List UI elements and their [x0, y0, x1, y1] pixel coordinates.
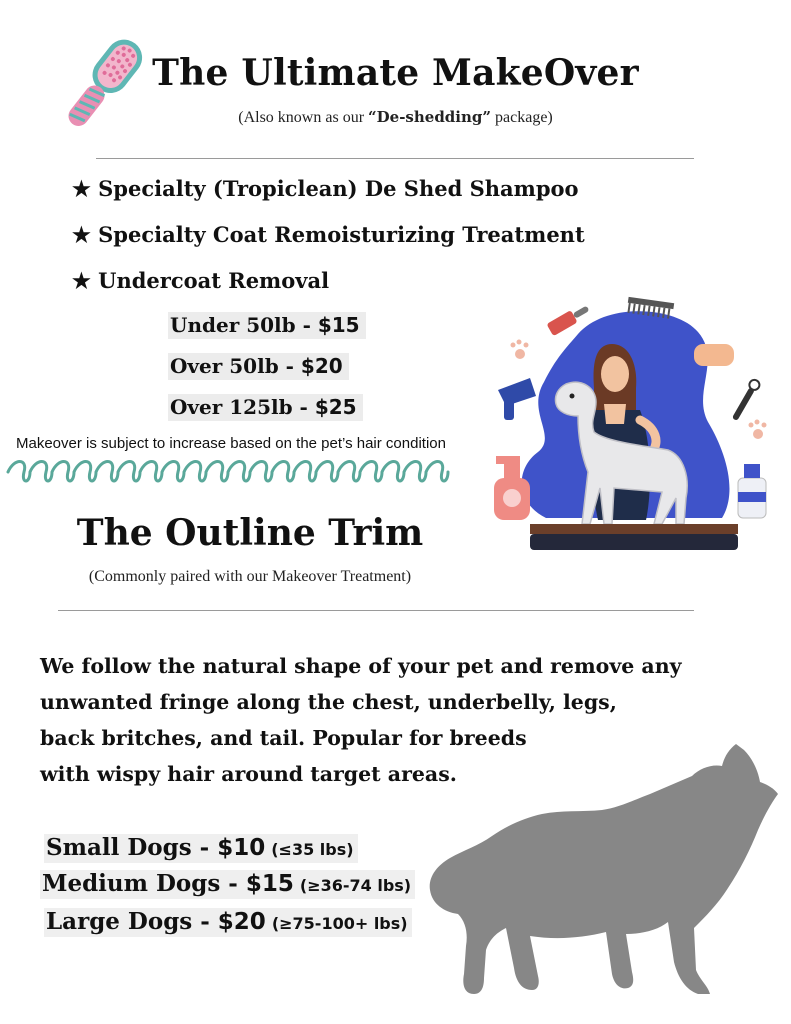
size-label: Medium Dogs - [42, 870, 246, 897]
price-label: Over 125lb - [170, 395, 315, 419]
shampoo-bottle-icon [738, 464, 766, 518]
price-row-over-50 [168, 353, 349, 380]
outline-title: The Outline Trim [76, 512, 424, 554]
makeover-title: The Ultimate MakeOver [152, 52, 639, 94]
makeover-subtitle-bold: “De-shedding” [368, 108, 492, 126]
loop-divider [4, 456, 464, 488]
price-amount: $15 [317, 313, 360, 337]
scissors-icon [730, 378, 761, 422]
groomer-illustration [486, 292, 786, 564]
price-label: Over 50lb - [170, 354, 301, 378]
makeover-subtitle-pre: (Also known as our [238, 109, 369, 126]
feature-item-undercoat: ★ Undercoat Removal [72, 268, 330, 293]
price-row-under-50 [168, 312, 366, 339]
size-weight: (≤35 lbs) [271, 840, 354, 859]
dog-silhouette [406, 738, 786, 1000]
size-amount: $20 [217, 909, 266, 935]
price-amount: $25 [314, 395, 357, 419]
makeover-note: Makeover is subject to increase based on the pet’s hair condition [16, 435, 446, 452]
sponge-icon [694, 344, 734, 366]
spray-bottle-icon [494, 456, 530, 520]
size-weight: (≥36-74 lbs) [299, 876, 412, 895]
price-row-over-125 [168, 394, 363, 421]
size-label: Large Dogs - [46, 908, 218, 935]
outline-subtitle: (Commonly paired with our Makeover Treatment) [88, 568, 412, 585]
price-label: Under 50lb - [170, 313, 318, 337]
feature-item-treatment: ★ Specialty Coat Remoisturizing Treatment [72, 222, 585, 247]
size-label: Small Dogs - [46, 834, 218, 861]
divider-line-top [96, 158, 694, 159]
price-amount: $20 [300, 354, 343, 378]
size-amount: $10 [217, 835, 266, 861]
description-line: unwanted fringe along the chest, underbelly, legs, [40, 690, 617, 714]
feature-item-shampoo: ★ Specialty (Tropiclean) De Shed Shampoo [72, 176, 579, 201]
makeover-subtitle-post: package) [491, 109, 553, 126]
makeover-subtitle [0, 108, 791, 127]
divider-line-middle [58, 610, 694, 611]
description-line: back britches, and tail. Popular for breeds [40, 726, 527, 750]
description-line: with wispy hair around target areas. [40, 762, 457, 786]
size-row-medium [40, 870, 415, 899]
description-line: We follow the natural shape of your pet and remove any [40, 654, 682, 678]
size-row-small [44, 834, 358, 863]
dryer-icon [498, 378, 536, 420]
size-amount: $15 [245, 871, 294, 897]
size-weight: (≥75-100+ lbs) [271, 914, 408, 933]
size-row-large [44, 908, 412, 937]
